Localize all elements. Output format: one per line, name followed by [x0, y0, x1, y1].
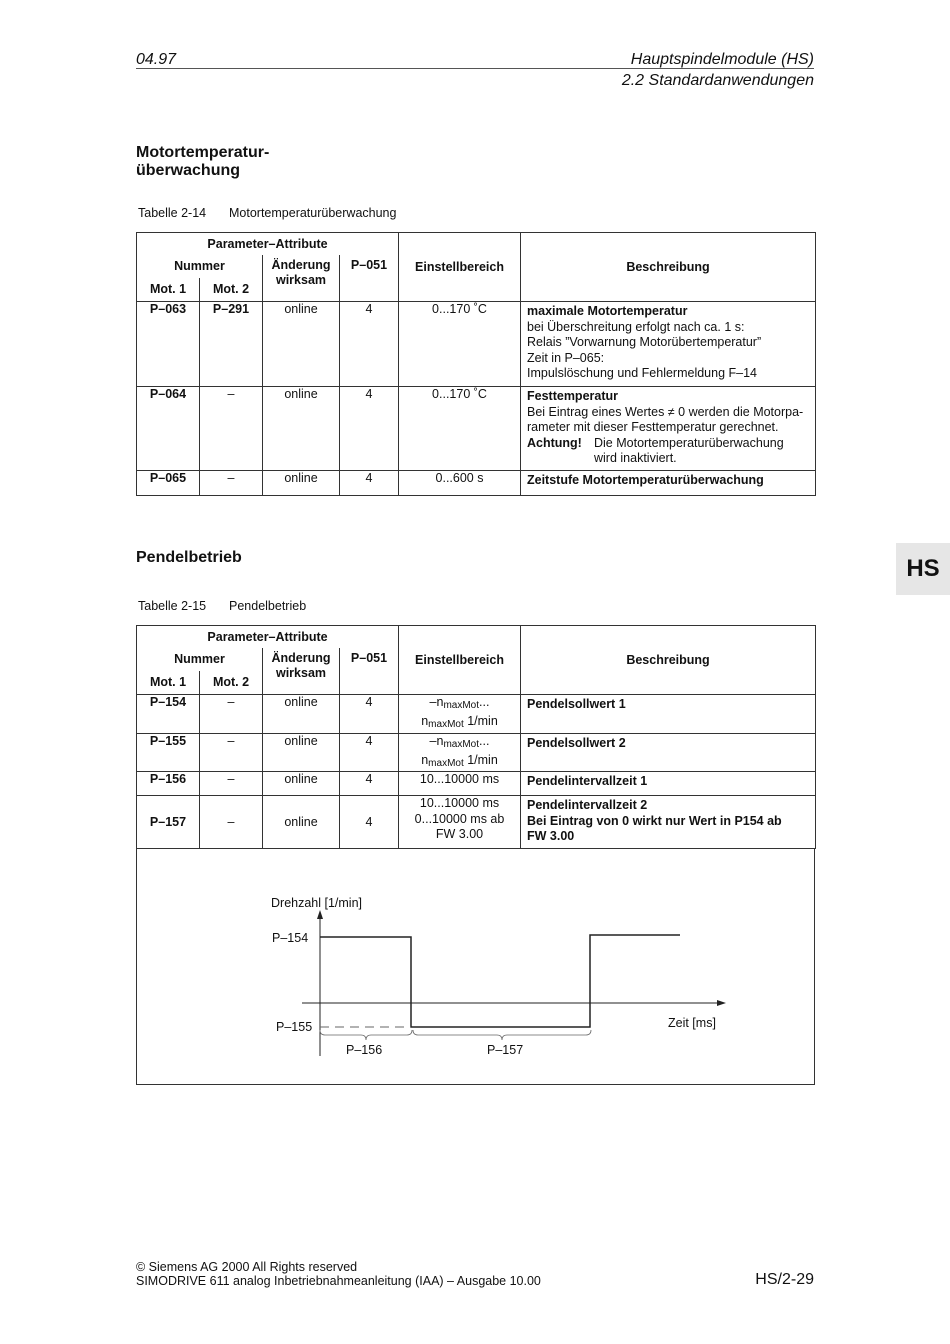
th-beschreibung: Beschreibung [521, 233, 816, 302]
range-text: ... [479, 734, 490, 748]
cell-mot1: P–156 [137, 772, 200, 796]
cell-description [521, 695, 816, 734]
th-aenderung-l1: Änderung [271, 650, 331, 665]
table-row [137, 734, 816, 772]
th-beschreibung: Beschreibung [521, 626, 816, 695]
cell-mot1: P–063 [137, 302, 200, 387]
desc-title: Zeitstufe Motortemperaturüberwachung [527, 473, 764, 487]
table-row [137, 695, 816, 734]
cell-p051: 4 [340, 796, 399, 849]
x-axis-label: Zeit [ms] [668, 1016, 716, 1030]
header-rule [136, 68, 814, 69]
range-text: n [421, 713, 429, 728]
range-text: –n [429, 734, 444, 748]
cell-aenderung: online [263, 695, 340, 734]
footer-left [136, 1260, 541, 1288]
th-nummer: Nummer [137, 255, 263, 278]
desc-line: Impulslöschung und Fehlermeldung F–14 [527, 366, 757, 380]
th-mot2: Mot. 2 [200, 671, 263, 695]
range-sub: maxMot [428, 757, 464, 769]
cell-range [399, 695, 521, 734]
desc-line: wird inaktiviert. [594, 451, 677, 465]
th-nummer: Nummer [137, 648, 263, 671]
cell-range: 10...10000 ms [399, 772, 521, 796]
th-param-attr: Parameter–Attribute [137, 233, 399, 255]
desc-line: Bei Eintrag von 0 wirkt nur Wert in P154 ab [527, 813, 782, 828]
section1-title [136, 144, 269, 180]
cell-range [399, 734, 521, 772]
cell-aenderung: online [263, 471, 340, 496]
p154-label: P–154 [272, 931, 309, 945]
cell-description [521, 734, 816, 772]
cell-mot1: P–065 [137, 471, 200, 496]
range-sub: maxMot [443, 700, 480, 711]
y-axis-arrow [317, 910, 323, 919]
cell-p051: 4 [340, 387, 399, 471]
cell-aenderung: online [263, 734, 340, 772]
range-sub: maxMot [443, 739, 480, 750]
table-row [137, 302, 816, 387]
pendel-diagram [137, 848, 814, 1083]
footer-copyright: © Siemens AG 2000 All Rights reserved [136, 1260, 358, 1274]
achtung-label: Achtung! [527, 435, 582, 450]
cell-mot2: – [200, 734, 263, 772]
cell-aenderung: online [263, 302, 340, 387]
cell-mot1: P–155 [137, 734, 200, 772]
desc-title: Pendelsollwert 1 [527, 697, 626, 711]
cell-mot2: P–291 [200, 302, 263, 387]
cell-aenderung: online [263, 772, 340, 796]
th-param-attr: Parameter–Attribute [137, 626, 399, 648]
range-line: 10...10000 ms [419, 796, 500, 810]
y-axis-label: Drehzahl [1/min] [271, 896, 363, 910]
cell-description [521, 471, 816, 496]
section1-title-line1: Motortemperatur- [136, 144, 270, 161]
table-motortemperatur [136, 232, 816, 496]
footer-manual: SIMODRIVE 611 analog Inbetriebnahmeanleitung (IAA) – Ausgabe 10.00 [136, 1274, 541, 1288]
pendel-diagram-frame [136, 848, 815, 1085]
th-mot1: Mot. 1 [137, 278, 200, 302]
p156-label: P–156 [346, 1043, 383, 1057]
range-text: ... [479, 695, 490, 709]
cell-mot1: P–064 [137, 387, 200, 471]
cell-aenderung: online [263, 387, 340, 471]
th-aenderung-l1: Änderung [271, 257, 331, 272]
th-aenderung-l2: wirksam [275, 665, 327, 680]
cell-range: 0...600 s [399, 471, 521, 496]
desc-title: Pendelsollwert 2 [527, 736, 626, 750]
table2-caption-text: Pendelbetrieb [229, 599, 307, 613]
p155-label: P–155 [276, 1020, 313, 1034]
cell-range: 0...170 ˚C [399, 387, 521, 471]
cell-mot2: – [200, 471, 263, 496]
section1-title-line2: überwachung [136, 162, 241, 179]
cell-description [521, 796, 816, 849]
table1-caption-label: Tabelle 2-14 [138, 206, 207, 220]
desc-line: rameter mit dieser Festtemperatur gerechnet. [527, 420, 779, 434]
desc-line: Relais ”Vorwarnung Motorübertemperatur” [527, 335, 762, 349]
cell-p051: 4 [340, 471, 399, 496]
desc-title: Pendelintervallzeit 1 [527, 774, 648, 788]
table1-caption-text: Motortemperaturüberwachung [229, 206, 397, 220]
header-title: Hauptspindelmodule (HS) [630, 51, 814, 68]
page-number: HS/2-29 [755, 1271, 814, 1288]
range-line: 0...10000 ms ab [414, 811, 505, 826]
desc-title: Pendelintervallzeit 2 [527, 798, 648, 812]
th-mot2: Mot. 2 [200, 278, 263, 302]
th-aenderung [263, 255, 340, 302]
range-sub: maxMot [428, 718, 464, 730]
desc-line: Zeit in P–065: [527, 350, 605, 365]
th-p051: P–051 [340, 255, 399, 302]
desc-title: Festtemperatur [527, 389, 618, 403]
table-row [137, 796, 816, 849]
header-date: 04.97 [136, 51, 177, 68]
desc-achtung [527, 436, 809, 452]
p156-brace [320, 1030, 412, 1040]
th-mot1: Mot. 1 [137, 671, 200, 695]
x-axis-arrow [717, 1000, 726, 1006]
p157-label: P–157 [487, 1043, 524, 1057]
p157-brace [413, 1030, 591, 1040]
section2-title: Pendelbetrieb [136, 549, 242, 566]
range-text: –n [429, 695, 444, 709]
desc-title: maximale Motortemperatur [527, 304, 688, 318]
range-text: 1/min [463, 713, 498, 728]
pendel-signal [320, 935, 680, 1027]
th-aenderung-l2: wirksam [275, 272, 327, 287]
cell-description [521, 387, 816, 471]
cell-description [521, 302, 816, 387]
table-row [137, 471, 816, 496]
header-section: 2.2 Standardanwendungen [621, 72, 814, 89]
cell-p051: 4 [340, 772, 399, 796]
desc-line: FW 3.00 [527, 829, 575, 843]
table-pendelbetrieb [136, 625, 816, 849]
range-text: n [421, 752, 429, 767]
th-einstellbereich: Einstellbereich [399, 626, 521, 695]
cell-mot2: – [200, 772, 263, 796]
th-einstellbereich: Einstellbereich [399, 233, 521, 302]
table1-caption [138, 206, 396, 220]
hs-side-tab: HS [896, 543, 950, 595]
table2-caption [138, 599, 306, 613]
table2-caption-label: Tabelle 2-15 [138, 599, 207, 613]
desc-line: bei Überschreitung erfolgt nach ca. 1 s: [527, 319, 745, 334]
cell-range [399, 796, 521, 849]
cell-mot1: P–157 [137, 796, 200, 849]
cell-mot2: – [200, 695, 263, 734]
cell-p051: 4 [340, 302, 399, 387]
cell-description [521, 772, 816, 796]
th-p051: P–051 [340, 648, 399, 695]
cell-mot1: P–154 [137, 695, 200, 734]
range-text: 1/min [463, 752, 498, 767]
cell-p051: 4 [340, 734, 399, 772]
table-row [137, 387, 816, 471]
cell-aenderung: online [263, 796, 340, 849]
cell-p051: 4 [340, 695, 399, 734]
cell-mot2: – [200, 387, 263, 471]
th-aenderung [263, 648, 340, 695]
desc-line: Die Motortemperaturüberwachung [594, 435, 784, 450]
cell-range: 0...170 ˚C [399, 302, 521, 387]
table-row [137, 772, 816, 796]
desc-line: Bei Eintrag eines Wertes ≠ 0 werden die Motorpa- [527, 404, 804, 419]
cell-mot2: – [200, 796, 263, 849]
range-line: FW 3.00 [435, 827, 484, 841]
